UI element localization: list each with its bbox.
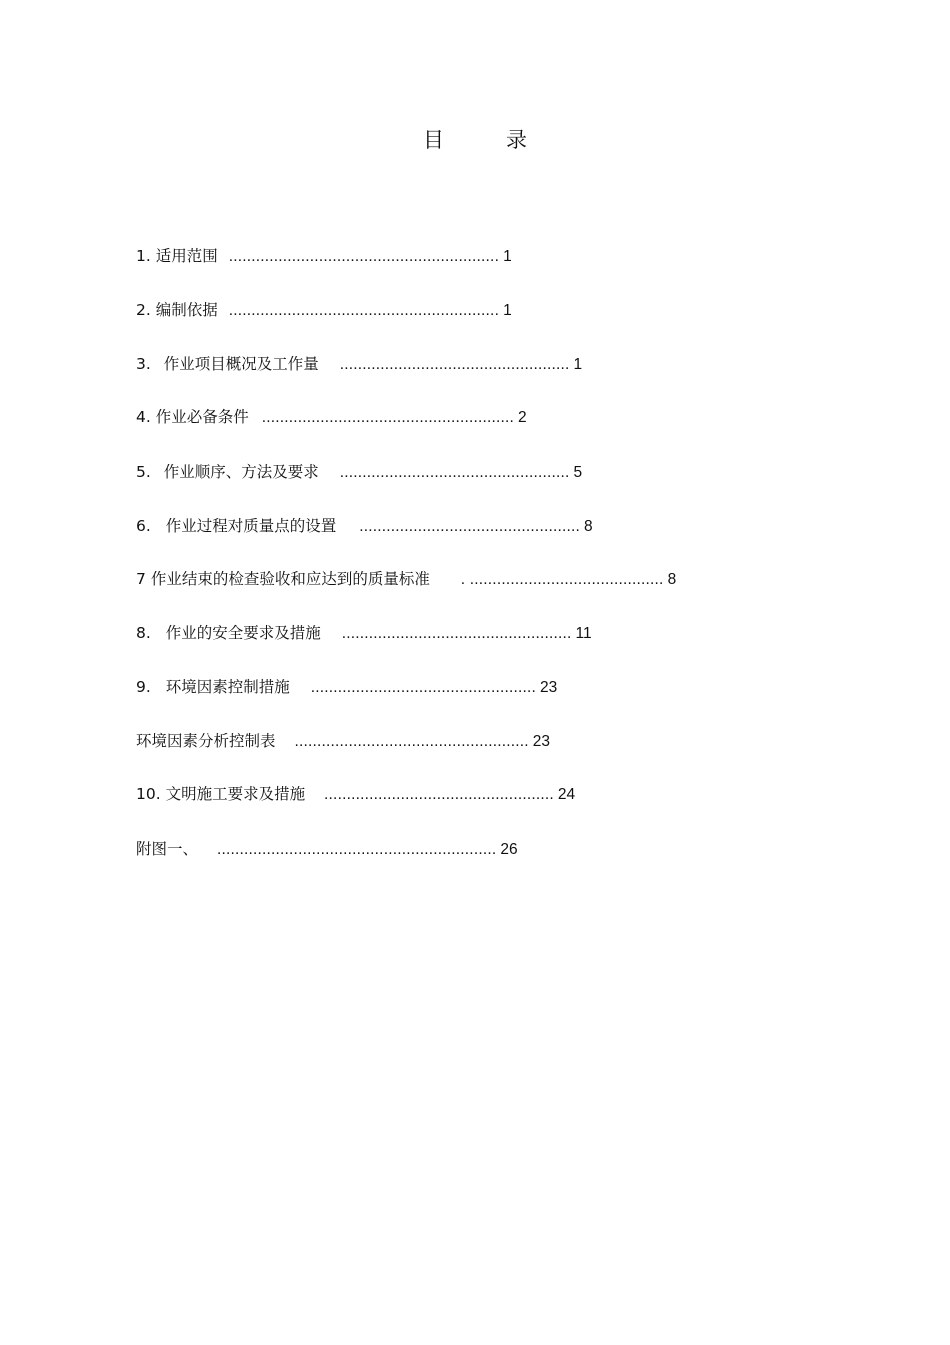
toc-entry-page: 8: [584, 518, 593, 535]
toc-title-left: 目: [423, 128, 444, 152]
toc-entry-label: 编制依据: [155, 301, 218, 319]
toc-entry-number: 1.: [136, 247, 151, 265]
toc-entry-page: 1: [573, 356, 583, 373]
toc-entry-page: 2: [518, 409, 527, 426]
toc-dot-leader: . ...........................................: [460, 571, 664, 588]
toc-entry: [136, 515, 593, 537]
toc-entry-label: 附图一、: [136, 840, 199, 858]
toc-dot-leader: ....................................................: [294, 733, 529, 750]
toc-dot-leader: ...................................................: [324, 786, 554, 803]
toc-entry-label: 作业必备条件: [155, 408, 249, 426]
toc-entry: [136, 568, 676, 590]
toc-entry-label: 作业结束的检查验收和应达到的质量标准: [150, 570, 430, 588]
toc-dot-leader: ............................................................: [228, 302, 500, 319]
toc-entry: [136, 838, 518, 860]
toc-entry: [136, 299, 512, 321]
toc-entry-label: 环境因素控制措施: [165, 678, 290, 696]
toc-entry-page: 23: [540, 679, 558, 696]
toc-entry-number: 10.: [136, 785, 161, 803]
toc-entry-label: 作业的安全要求及措施: [165, 624, 321, 642]
toc-dot-leader: ...................................................: [339, 464, 570, 481]
toc-entry-page: 1: [503, 248, 512, 265]
toc-dot-leader: ..................................................: [310, 679, 537, 696]
toc-entry-label: 作业过程对质量点的设置: [165, 517, 337, 535]
toc-entry-number: 2.: [136, 301, 151, 319]
toc-entry-page: 8: [667, 571, 677, 588]
toc-entry-page: 11: [575, 625, 592, 642]
toc-entry-label: 文明施工要求及措施: [165, 785, 306, 803]
toc-entry-number: 8.: [136, 624, 151, 642]
toc-entry-page: 23: [532, 733, 551, 750]
toc-dot-leader: ...................................................: [341, 625, 572, 642]
toc-entry-label: 环境因素分析控制表: [136, 732, 276, 750]
toc-entry-number: 3.: [136, 355, 151, 373]
toc-entry: [136, 353, 582, 375]
toc-entry: [136, 730, 550, 752]
toc-entry-page: 5: [573, 464, 583, 481]
toc-dot-leader: .................................................: [359, 518, 581, 535]
toc-entry: [136, 622, 592, 644]
toc-entry-number: 6.: [136, 517, 151, 535]
toc-dot-leader: ...................................................: [339, 356, 570, 373]
toc-entry-number: 7: [136, 570, 146, 588]
toc-entry-number: 4.: [136, 408, 151, 426]
toc-entry-label: 作业项目概况及工作量: [163, 355, 319, 373]
toc-entry-number: 9.: [136, 678, 151, 696]
toc-dot-leader: ..............................................................: [216, 841, 497, 858]
toc-entry-page: 24: [557, 786, 576, 803]
toc-title: [0, 126, 950, 154]
toc-dot-leader: ........................................................: [261, 409, 515, 426]
toc-entry: [136, 461, 582, 483]
toc-entry: [136, 406, 527, 428]
toc-entry: [136, 245, 512, 267]
toc-entry-label: 作业顺序、方法及要求: [163, 463, 319, 481]
toc-entry-number: 5.: [136, 463, 151, 481]
toc-dot-leader: ............................................................: [228, 248, 500, 265]
toc-entry-label: 适用范围: [155, 247, 218, 265]
toc-title-right: 录: [506, 128, 527, 152]
toc-entry: [136, 783, 575, 805]
toc-entry-page: 26: [500, 841, 518, 858]
toc-entry: [136, 676, 557, 698]
toc-entry-page: 1: [503, 302, 512, 319]
